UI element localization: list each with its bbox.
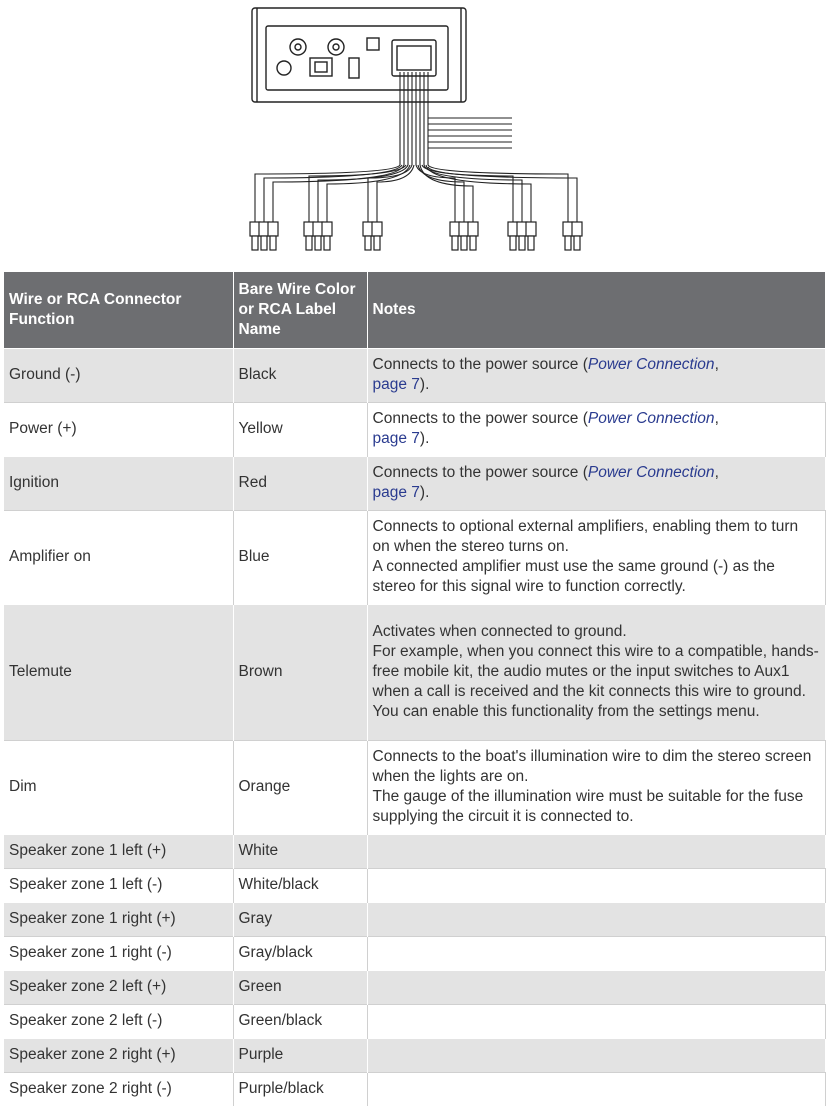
table-row [4,868,825,902]
table-row [4,1072,825,1106]
table-row [4,834,825,868]
notes-cell [367,834,825,868]
rca-plug-icon [250,222,278,250]
notes-cell [367,936,825,970]
function-cell: Power (+) [4,402,233,456]
function-cell: Telemute [4,604,233,740]
note-text: ). [419,484,430,501]
power-connection-link[interactable]: Power Connection [587,410,715,427]
notes-cell [367,970,825,1004]
table-row [4,1038,825,1072]
notes-cell [367,740,825,834]
table-header-row [4,272,825,348]
note-text: , [714,464,719,481]
wiring-harness-diagram [0,0,828,270]
table-row [4,936,825,970]
table-row [4,902,825,936]
page-link[interactable]: page 7 [372,376,420,393]
table-row [4,740,825,834]
color-cell: Gray [233,902,367,936]
color-cell: Yellow [233,402,367,456]
note-text: Activates when connected to ground. [372,623,627,640]
note-text: , [714,410,719,427]
notes-cell [367,1004,825,1038]
wiring-table [4,272,826,1106]
color-cell: Red [233,456,367,510]
table-row [4,1004,825,1038]
note-text: Connects to optional external amplifiers, enabling them to turn on when the stereo turns on. [372,518,799,555]
note-text: A connected amplifier must use the same ground (-) as the stereo for this signal wire to function correctly. [372,558,775,595]
page-link[interactable]: page 7 [372,484,420,501]
notes-cell [367,1072,825,1106]
note-text: Connects to the power source ( [372,356,588,373]
function-cell: Speaker zone 2 right (-) [4,1072,233,1106]
function-cell: Speaker zone 2 right (+) [4,1038,233,1072]
header-color: Bare Wire Color or RCA Label Name [233,272,367,348]
function-cell: Amplifier on [4,510,233,604]
function-cell: Speaker zone 1 right (+) [4,902,233,936]
notes-cell [367,456,825,510]
note-text: , [714,356,719,373]
notes-cell [367,510,825,604]
function-cell: Dim [4,740,233,834]
power-connection-link[interactable]: Power Connection [587,356,715,373]
function-cell: Speaker zone 2 left (-) [4,1004,233,1038]
table-row [4,456,825,510]
color-cell: Gray/black [233,936,367,970]
color-cell: Black [233,348,367,402]
page-link[interactable]: page 7 [372,430,420,447]
notes-cell [367,402,825,456]
color-cell: White/black [233,868,367,902]
note-text: Connects to the power source ( [372,410,588,427]
notes-cell [367,604,825,740]
header-notes: Notes [367,272,825,348]
table-row [4,402,825,456]
table-row [4,604,825,740]
color-cell: Orange [233,740,367,834]
port-icon [290,39,306,55]
notes-cell [367,868,825,902]
table-row [4,348,825,402]
function-cell: Ignition [4,456,233,510]
color-cell: Purple/black [233,1072,367,1106]
function-cell: Speaker zone 2 left (+) [4,970,233,1004]
note-text: ). [419,430,430,447]
notes-cell [367,1038,825,1072]
function-cell: Ground (-) [4,348,233,402]
color-cell: Green/black [233,1004,367,1038]
notes-cell [367,902,825,936]
table-row [4,510,825,604]
color-cell: Blue [233,510,367,604]
header-function: Wire or RCA Connector Function [4,272,233,348]
note-text: Connects to the boat's illumination wire to dim the stereo screen when the lights are on. [372,748,812,785]
stereo-unit-icon [252,8,466,102]
power-connection-link[interactable]: Power Connection [587,464,715,481]
color-cell: White [233,834,367,868]
note-text: For example, when you connect this wire to a compatible, hands-free mobile kit, the audio mutes or the input switches to Aux1 when a call is received and the kit connects this wire to ground. You can enable this functionality from the settings menu. [372,643,819,720]
color-cell: Brown [233,604,367,740]
notes-cell [367,348,825,402]
color-cell: Green [233,970,367,1004]
table-row [4,970,825,1004]
function-cell: Speaker zone 1 right (-) [4,936,233,970]
function-cell: Speaker zone 1 left (-) [4,868,233,902]
note-text: Connects to the power source ( [372,464,588,481]
note-text: The gauge of the illumination wire must be suitable for the fuse supplying the circuit it is connected to. [372,788,804,825]
note-text: ). [419,376,430,393]
color-cell: Purple [233,1038,367,1072]
function-cell: Speaker zone 1 left (+) [4,834,233,868]
